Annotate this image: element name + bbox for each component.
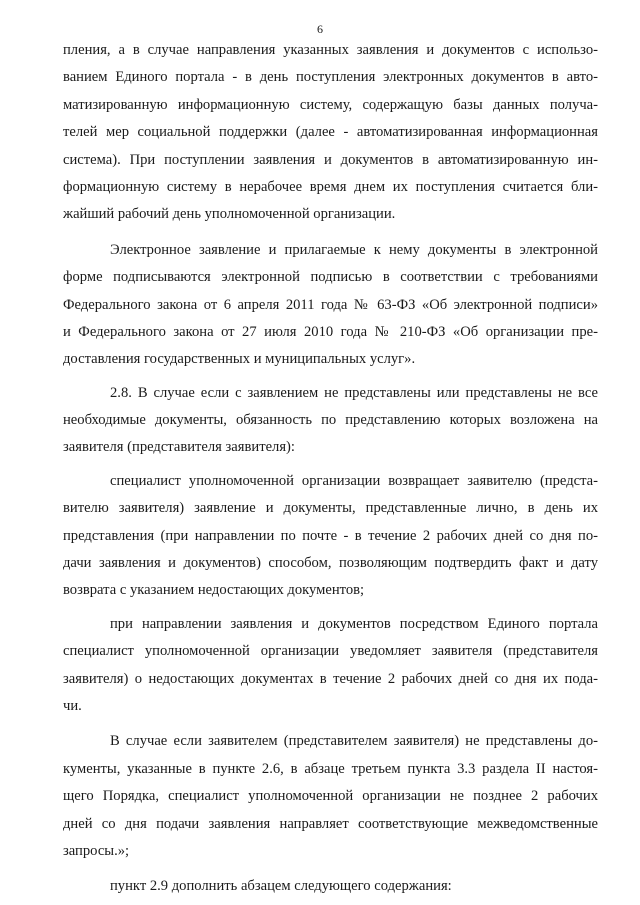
paragraph-gap bbox=[63, 865, 598, 873]
text-line: Федерального закона от 6 апреля 2011 года № 63-ФЗ «Об электронной подписи» bbox=[63, 296, 598, 313]
text-line: заявителя (представителя заявителя): bbox=[63, 439, 295, 456]
text-line: ванием Единого портала - в день поступления электронных документов в авто- bbox=[63, 69, 598, 86]
paragraph-gap bbox=[63, 229, 598, 237]
text-line: щего Порядка, специалист уполномоченной организации не позднее 2 рабочих bbox=[63, 788, 598, 805]
text-line: форме подписываются электронной подписью в соответствии с требованиями bbox=[63, 269, 598, 286]
document-body bbox=[63, 37, 598, 901]
paragraph-p1 bbox=[63, 37, 598, 229]
text-line: заявителя) о недостающих документах в течение 2 рабочих дней со дня их пода- bbox=[63, 670, 598, 687]
text-line: формационную систему в нерабочее время днем их поступления считается бли- bbox=[63, 178, 598, 195]
paragraph-p3 bbox=[63, 380, 598, 462]
text-line: возврата с указанием недостающих документов; bbox=[63, 582, 365, 599]
text-line: пункт 2.9 дополнить абзацем следующего содержания: bbox=[110, 878, 452, 895]
text-line: пления, а в случае направления указанных заявления и документов с использо- bbox=[63, 42, 598, 58]
paragraph-p4 bbox=[63, 468, 598, 605]
text-line: дней со дня подачи заявления направляет соответствующие межведомственные bbox=[63, 815, 598, 832]
text-line: чи. bbox=[63, 697, 82, 714]
text-line: при направлении заявления и документов посредством Единого портала bbox=[110, 615, 598, 632]
page-number: 6 bbox=[317, 22, 323, 36]
text-line: запросы.»; bbox=[63, 842, 130, 859]
text-line: 2.8. В случае если с заявлением не представлены или представлены не все bbox=[110, 384, 598, 401]
text-line: В случае если заявителем (представителем заявителя) не представлены до- bbox=[110, 733, 598, 750]
paragraph-p6 bbox=[63, 728, 598, 865]
text-line: Электронное заявление и прилагаемые к нему документы в электронной bbox=[110, 241, 598, 258]
text-line: необходимые документы, обязанность по представлению которых возложена на bbox=[63, 412, 598, 429]
paragraph-p7 bbox=[63, 873, 598, 900]
text-line: специалист уполномоченной организации возвращает заявителю (предста- bbox=[110, 472, 598, 489]
text-line: вителю заявителя) заявление и документы, представленные лично, в день их bbox=[63, 500, 598, 517]
paragraph-gap bbox=[63, 720, 598, 728]
text-line: кументы, указанные в пункте 2.6, в абзаце третьем пункта 3.3 раздела II настоя- bbox=[63, 760, 598, 777]
text-line: система). При поступлении заявления и документов в автоматизированную ин- bbox=[63, 151, 598, 168]
text-line: и Федерального закона от 27 июля 2010 года № 210-ФЗ «Об организации пре- bbox=[63, 323, 598, 340]
paragraph-p2 bbox=[63, 237, 598, 374]
text-line: доставления государственных и муниципальных услуг». bbox=[63, 351, 416, 368]
text-line: дачи заявления и документов) способом, позволяющим подтвердить факт и дату bbox=[63, 555, 598, 572]
text-line: жайший рабочий день уполномоченной организации. bbox=[63, 206, 396, 223]
text-line: телей мер социальной поддержки (далее - автоматизированная информационная bbox=[63, 124, 598, 141]
text-line: представления (при направлении по почте - в течение 2 рабочих дней со дня по- bbox=[63, 527, 598, 544]
text-line: специалист уполномоченной организации уведомляет заявителя (представителя bbox=[63, 643, 598, 660]
paragraph-p5 bbox=[63, 611, 598, 721]
text-line: матизированную информационную систему, содержащую базы данных получа- bbox=[63, 96, 598, 113]
